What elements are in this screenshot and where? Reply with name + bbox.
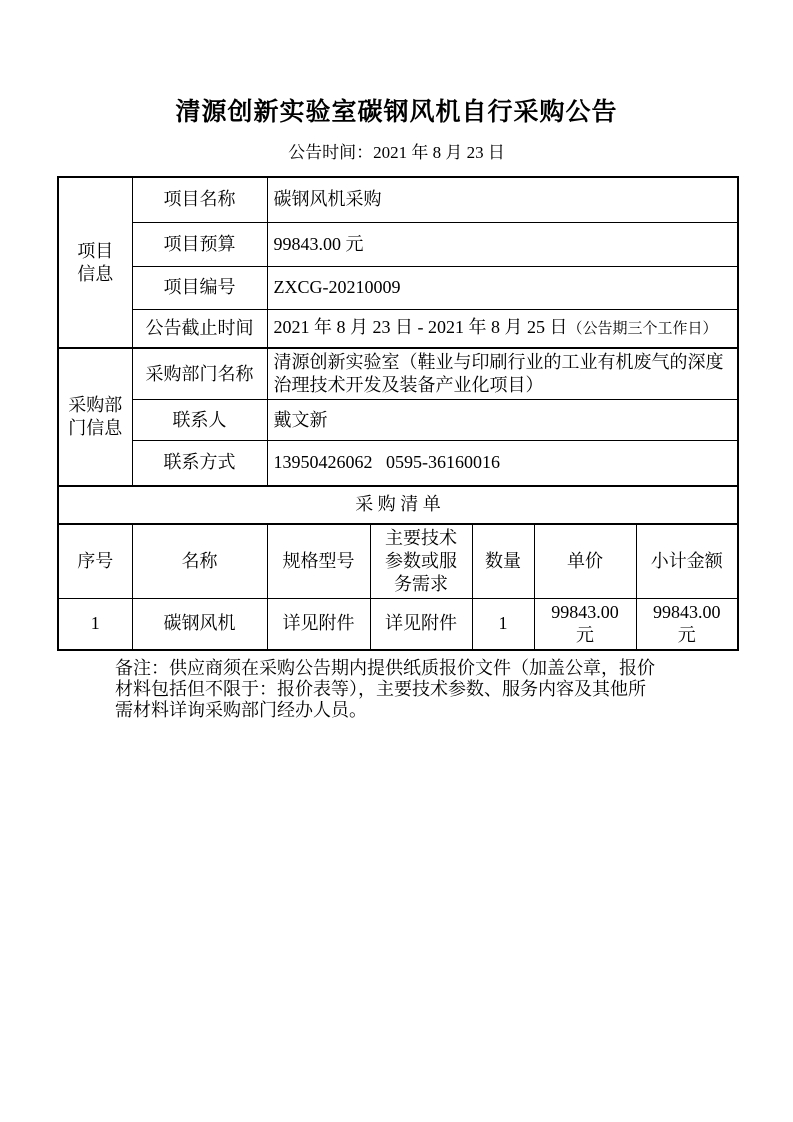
field-value: 戴文新 <box>267 400 738 441</box>
table-row <box>58 309 738 348</box>
column-header: 规格型号 <box>267 524 370 599</box>
item-seq: 1 <box>58 598 132 650</box>
column-header: 数量 <box>472 524 534 599</box>
remark-line: 备注：供应商须在采购公告期内提供纸质报价文件（加盖公章，报价 <box>115 657 655 678</box>
field-value: 碳钢风机采购 <box>267 177 738 222</box>
item-tech-req: 详见附件 <box>370 598 472 650</box>
item-unit-price: 99843.00 元 <box>534 598 636 650</box>
remark-note <box>115 658 700 721</box>
table-row <box>58 266 738 309</box>
item-quantity: 1 <box>472 598 534 650</box>
item-subtotal: 99843.00 元 <box>636 598 738 650</box>
field-label: 公告截止时间 <box>132 309 267 348</box>
field-value: 13950426062 0595-36160016 <box>267 441 738 486</box>
field-value: ZXCG-20210009 <box>267 266 738 309</box>
field-value <box>267 309 738 348</box>
field-label: 项目编号 <box>132 266 267 309</box>
table-row <box>58 400 738 441</box>
group-label-line: 门信息 <box>68 417 123 438</box>
purchase-item-row <box>58 598 738 650</box>
column-header: 单价 <box>534 524 636 599</box>
section-title-row <box>58 486 738 524</box>
field-label: 项目预算 <box>132 222 267 266</box>
table-row <box>58 441 738 486</box>
deadline-range: 2021 年 8 月 23 日 - 2021 年 8 月 25 日 <box>273 316 568 337</box>
column-header: 序号 <box>58 524 132 599</box>
announcement-table <box>57 176 739 651</box>
item-spec: 详见附件 <box>267 598 370 650</box>
purchase-list-title: 采 购 清 单 <box>58 486 738 524</box>
group-label-line: 信息 <box>77 263 114 284</box>
field-label: 采购部门名称 <box>132 348 267 400</box>
field-label: 联系方式 <box>132 441 267 486</box>
column-header: 主要技术参数或服务需求 <box>370 524 472 599</box>
deadline-note: （公告期三个工作日） <box>567 320 718 337</box>
field-label: 项目名称 <box>132 177 267 222</box>
group-cell-project-info <box>58 177 132 348</box>
column-header: 小计金额 <box>636 524 738 599</box>
group-cell-department-info <box>58 348 132 486</box>
group-label-line: 采购部 <box>68 394 123 415</box>
field-label: 联系人 <box>132 400 267 441</box>
remark-line: 材料包括但不限于：报价表等），主要技术参数、服务内容及其他所 <box>115 678 646 699</box>
announce-time: 公告时间：2021 年 8 月 23 日 <box>288 143 505 162</box>
item-name: 碳钢风机 <box>132 598 267 650</box>
field-value: 清源创新实验室（鞋业与印刷行业的工业有机废气的深度治理技术开发及装备产业化项目） <box>267 348 738 400</box>
field-value: 99843.00 元 <box>267 222 738 266</box>
column-header-row <box>58 524 738 599</box>
page-title: 清源创新实验室碳钢风机自行采购公告 <box>175 98 618 126</box>
group-label-line: 项目 <box>77 240 114 261</box>
table-row <box>58 177 738 222</box>
remark-line: 需材料详询采购部门经办人员。 <box>115 699 367 720</box>
column-header: 名称 <box>132 524 267 599</box>
table-row <box>58 222 738 266</box>
table-row <box>58 348 738 400</box>
